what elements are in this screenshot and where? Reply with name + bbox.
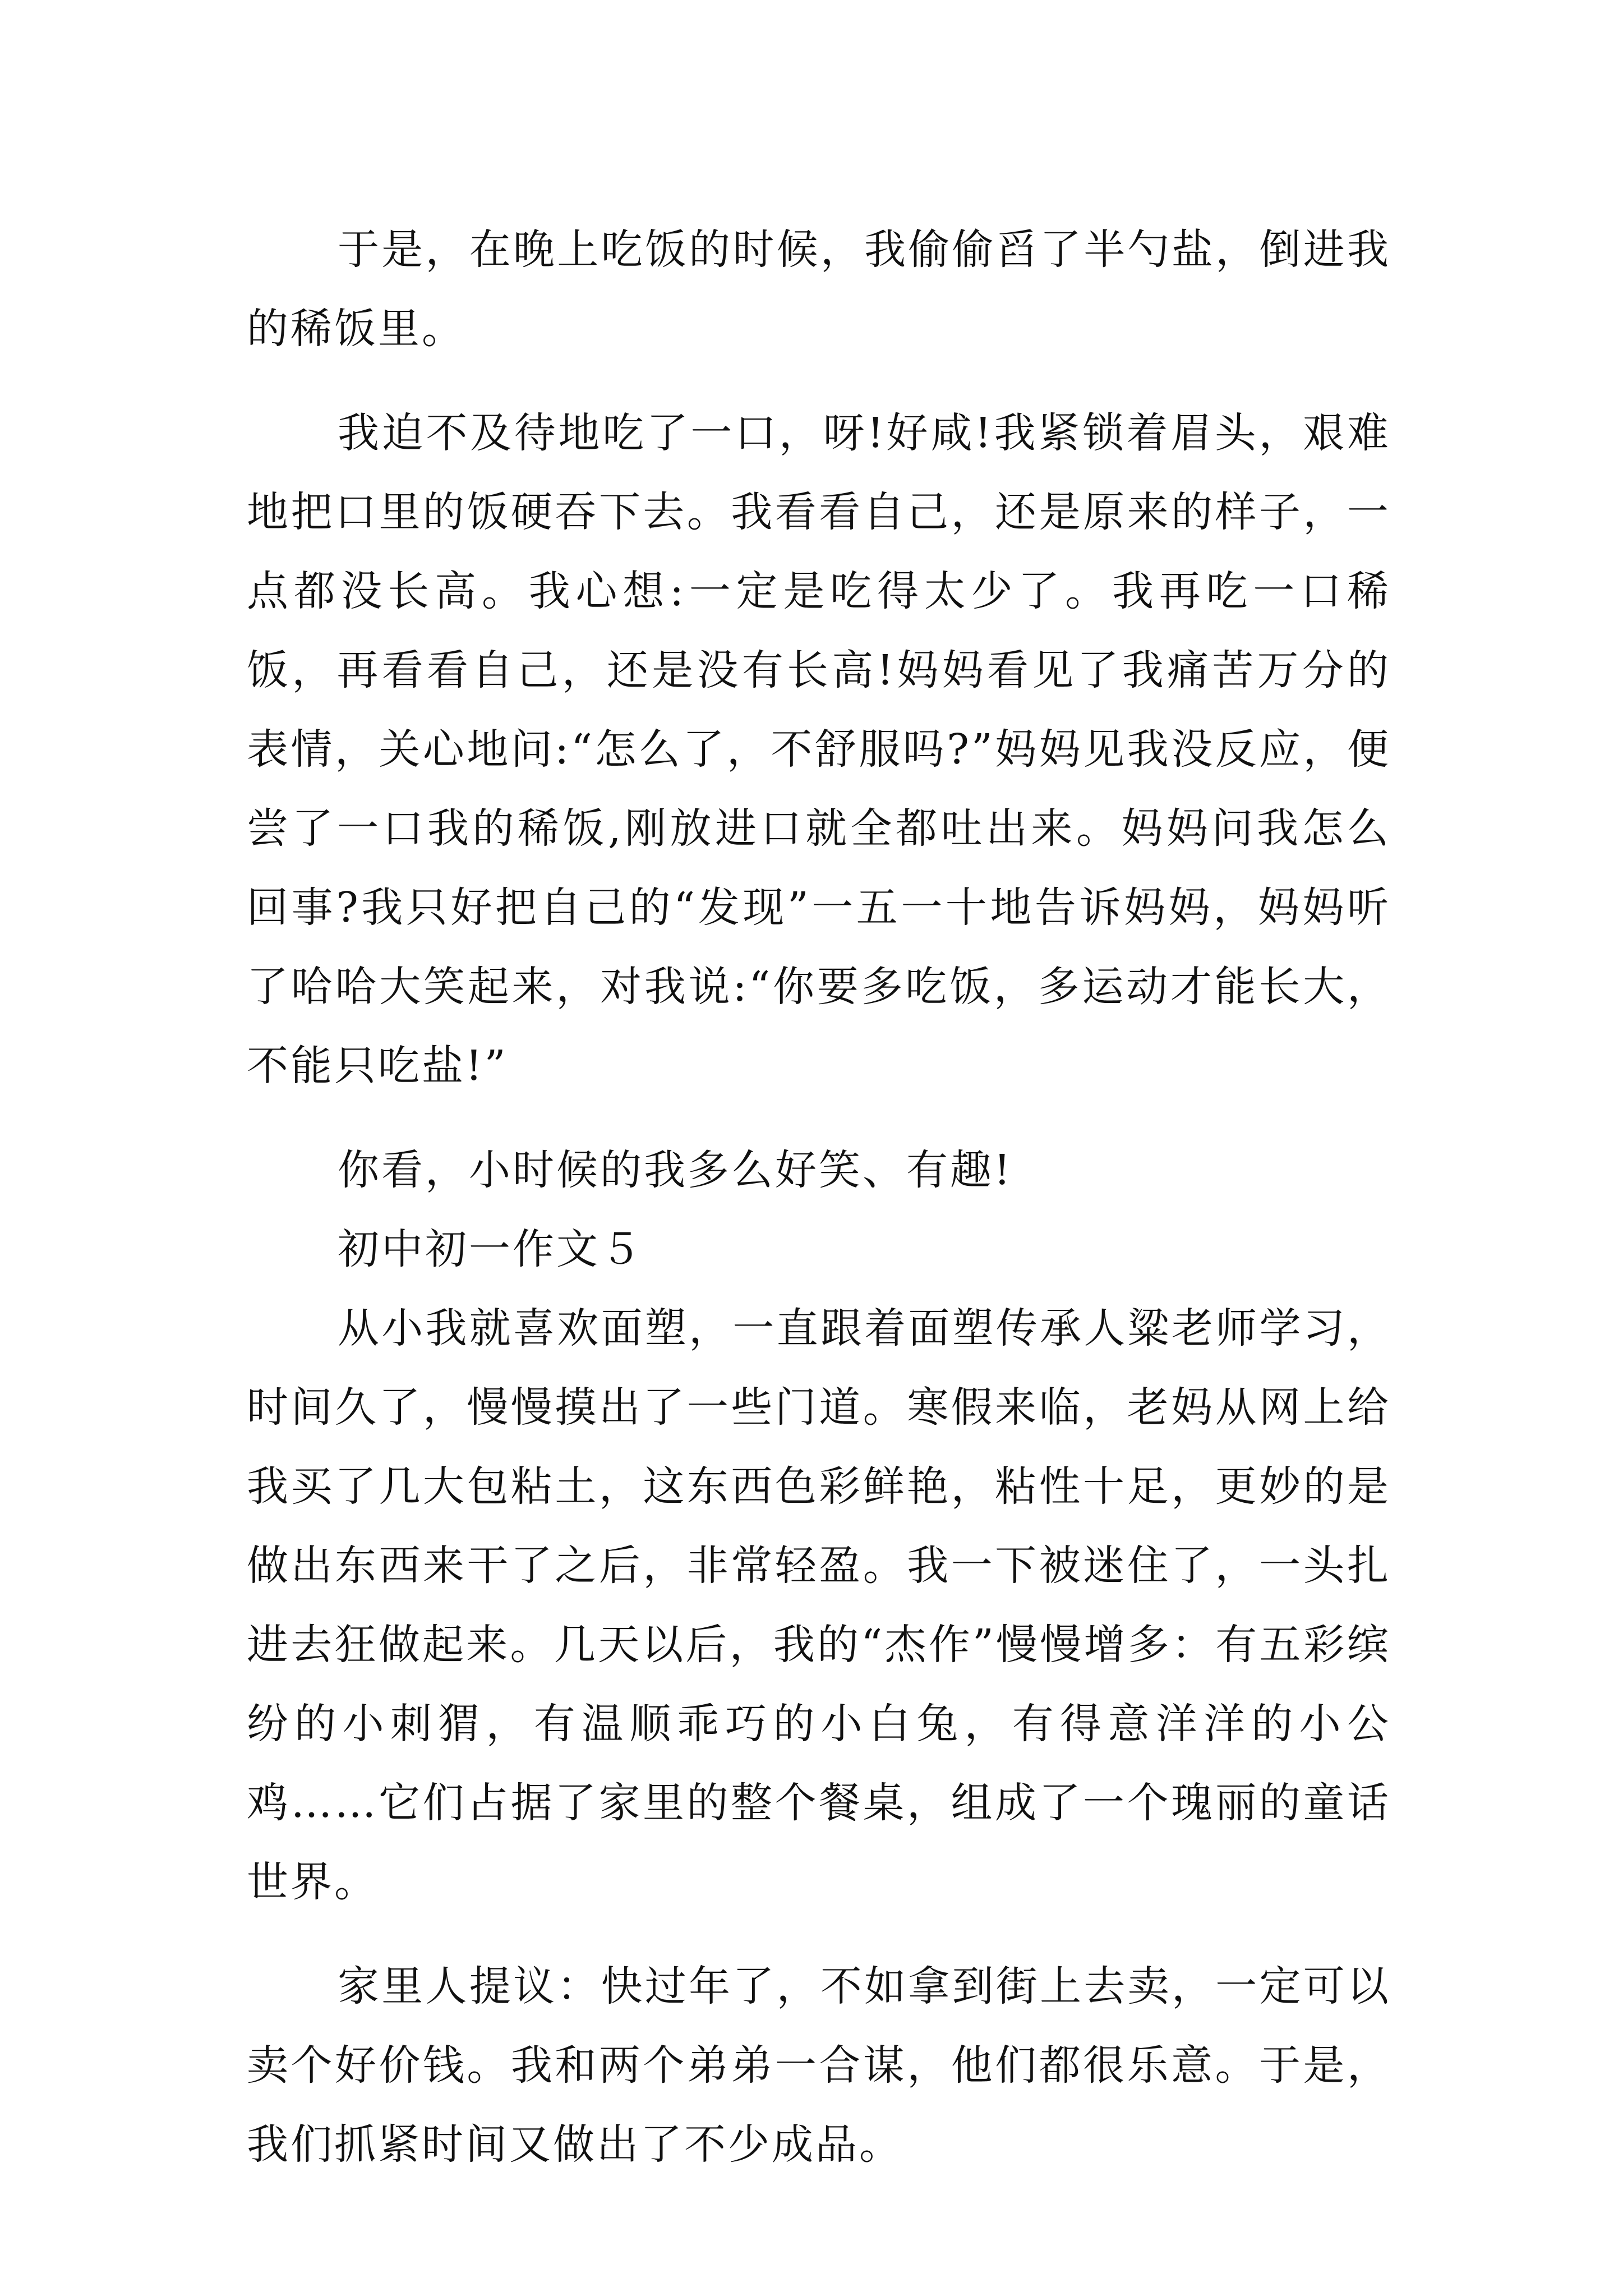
- paragraph-salt-porridge: 于是，在晚上吃饭的时候，我偷偷舀了半勺盐，倒进我的稀饭里。: [247, 226, 1391, 353]
- essay-heading: 初中初一作文５: [338, 1225, 644, 1273]
- document-body: [247, 210, 1391, 2210]
- paragraph-tasting: 我迫不及待地吃了一口，呀!好咸!我紧锁着眉头，艰难地把口里的饭硬吞下去。我看看自己，还是原来的样子，一点都没长高。我心想:一定是吃得太少了。我再吃一口稀饭，再看看自己，还是没有长高!妈妈看见了我痛苦万分的表情，关心地问:“怎么了，不舒服吗?”妈妈见我没反应，便尝了一口我的稀饭,刚放进口就全都吐出来。妈妈问我怎么回事?我只好把自己的“发现”一五一十地告诉妈妈，妈妈听了哈哈大笑起来，对我说:“你要多吃饭，多运动才能长大，不能只吃盐!”: [247, 409, 1391, 1090]
- paragraph-conclusion: 你看，小时候的我多么好笑、有趣!: [338, 1146, 1013, 1194]
- paragraph-dough-sculpture: 从小我就喜欢面塑，一直跟着面塑传承人粱老师学习，时间久了，慢慢摸出了一些门道。寒假来临，老妈从网上给我买了几大包粘土，这东西色彩鲜艳，粘性十足，更妙的是做出东西来干了之后，非常轻盈。我一下被迷住了，一头扎进去狂做起来。几天以后，我的“杰作”慢慢增多：有五彩缤纷的小刺猬，有温顺乖巧的小白兔，有得意洋洋的小公鸡……它们占据了家里的整个餐桌，组成了一个瑰丽的童话世界。: [247, 1304, 1391, 1906]
- paragraph-family-suggestion: 家里人提议：快过年了，不如拿到街上去卖，一定可以卖个好价钱。我和两个弟弟一合谋，他们都很乐意。于是，我们抓紧时间又做出了不少成品。: [247, 1962, 1391, 2169]
